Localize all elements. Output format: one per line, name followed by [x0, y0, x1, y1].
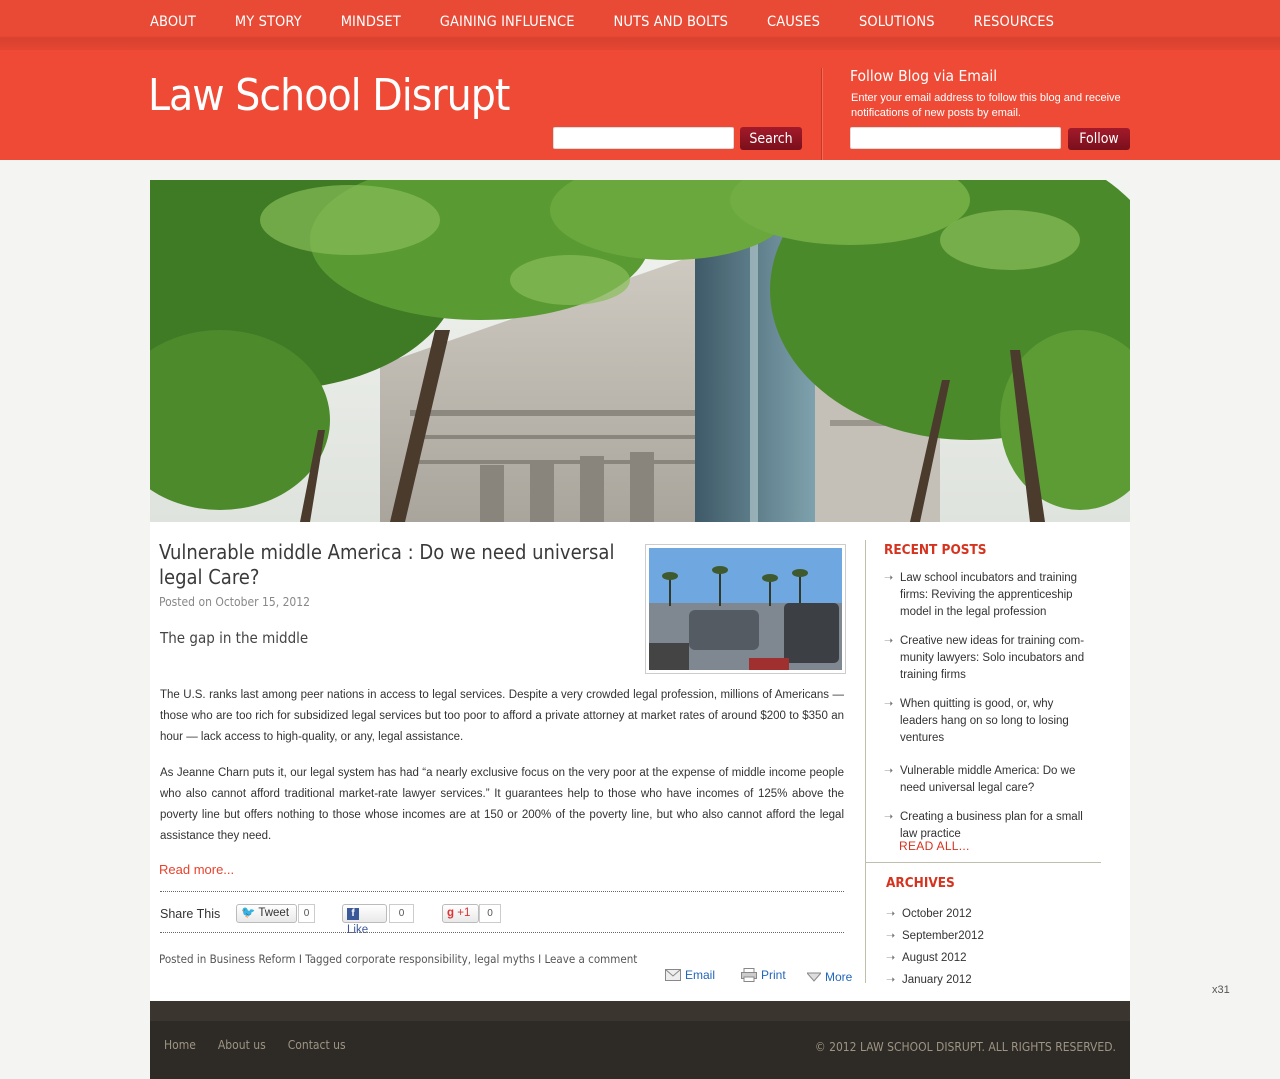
recent-post-link[interactable]: Creative new ideas for training com-munity lawyers: Solo incubators and training firms [900, 635, 1085, 681]
traffic-photo-illustration [649, 548, 842, 670]
divider-dotted [160, 891, 844, 892]
tweet-count: 0 [298, 904, 315, 923]
site-header [0, 50, 1280, 160]
sidebar-rule [866, 862, 1101, 863]
archive-link[interactable]: September2012 [902, 930, 984, 942]
footer-about-link[interactable]: About us [217, 1038, 266, 1052]
arrow-icon: ➝ [884, 765, 894, 777]
header-divider [821, 68, 822, 160]
recent-post-item[interactable] [884, 570, 1094, 621]
footer-nav [164, 1038, 346, 1052]
hero-image [150, 180, 1130, 522]
follow-email-input[interactable] [850, 127, 1061, 149]
follow-description: Enter your email address to follow this blog and receive notifications of new posts by email. [851, 92, 1121, 119]
tag-link[interactable]: legal myths [474, 952, 535, 966]
tagged-label: Tagged [305, 952, 343, 966]
counter-badge: x31 [1212, 984, 1230, 996]
recent-posts-list [884, 570, 1094, 855]
sidebar-divider [865, 540, 866, 983]
like-label: Like [347, 924, 369, 936]
arrow-icon: ➝ [886, 974, 896, 986]
archive-item[interactable] [886, 947, 984, 969]
read-all-link[interactable]: READ ALL... [899, 839, 970, 853]
recent-post-link[interactable]: Creating a business plan for a small law practice [900, 811, 1083, 840]
more-share-link[interactable] [807, 970, 852, 984]
arrow-icon: ➝ [886, 930, 896, 942]
nav-solutions[interactable]: SOLUTIONS [859, 14, 935, 30]
chevron-down-icon [807, 972, 821, 982]
recent-posts-heading: RECENT POSTS [884, 542, 987, 558]
recent-post-item[interactable] [884, 763, 1094, 797]
main-nav [150, 0, 1093, 44]
archive-item[interactable] [886, 903, 984, 925]
google-plus-icon: g [447, 907, 455, 919]
archives-heading: ARCHIVES [886, 875, 955, 891]
nav-resources[interactable]: RESOURCES [973, 14, 1054, 30]
arrow-icon: ➝ [886, 908, 896, 920]
envelope-icon [665, 969, 681, 981]
archive-item[interactable] [886, 925, 984, 947]
facebook-icon: f [347, 908, 359, 920]
footer-home-link[interactable]: Home [164, 1038, 196, 1052]
leave-comment-link[interactable]: Leave a comment [544, 952, 638, 966]
archives-list [886, 903, 984, 991]
arrow-icon: ➝ [886, 952, 896, 964]
divider-dotted [160, 932, 844, 933]
content-area [150, 522, 1130, 1001]
follow-title: Follow Blog via Email [850, 67, 998, 85]
recent-post-item[interactable] [884, 809, 1094, 843]
plusone-label: +1 [457, 907, 471, 919]
post-thumbnail[interactable] [645, 544, 846, 674]
meta-separator: I [298, 952, 302, 966]
twitter-icon: 🐦 [241, 907, 256, 919]
email-label: Email [685, 968, 716, 982]
recent-post-link[interactable]: Vulnerable middle America: Do we need universal legal care? [900, 765, 1076, 794]
archive-link[interactable]: August 2012 [902, 952, 967, 964]
print-label: Print [761, 968, 786, 982]
archive-link[interactable]: October 2012 [902, 908, 972, 920]
tag-separator: , [467, 952, 472, 966]
footer-contact-link[interactable]: Contact us [287, 1038, 346, 1052]
read-more-link[interactable]: Read more... [159, 862, 235, 877]
posted-in-label: Posted in [159, 952, 207, 966]
search-button[interactable]: Search [740, 127, 802, 150]
arrow-icon: ➝ [884, 635, 894, 647]
like-button[interactable] [342, 904, 387, 936]
tweet-button[interactable] [236, 904, 297, 923]
print-link[interactable] [741, 968, 786, 982]
post-paragraph-1: The U.S. ranks last among peer nations in access to legal services. Despite a very crowded legal profession, millions of Americans — those who are too rich for subsidized legal services but too poor to afford a private attorney at market rates of around $200 to $350 an hour — lack access to high-quality, or any, legal assistance. [160, 689, 844, 743]
arrow-icon: ➝ [884, 698, 894, 710]
nav-about[interactable]: ABOUT [150, 14, 196, 30]
like-count: 0 [389, 904, 414, 923]
nav-causes[interactable]: CAUSES [767, 14, 820, 30]
site-title[interactable]: Law School Disrupt [148, 70, 510, 121]
more-label: More [825, 970, 853, 984]
meta-separator: I [538, 952, 542, 966]
post-meta [159, 952, 637, 966]
nav-gaining-influence[interactable]: GAINING INFLUENCE [439, 14, 575, 30]
nav-my-story[interactable]: MY STORY [234, 14, 302, 30]
recent-post-link[interactable]: Law school incubators and training firms: Reviving the apprenticeship model in the legal profession [900, 572, 1078, 618]
search-input[interactable] [553, 127, 734, 149]
hero-photo-illustration [150, 180, 1130, 522]
share-label: Share This [160, 907, 221, 921]
copyright: © 2012 LAW SCHOOL DISRUPT. ALL RIGHTS RESERVED. [814, 1040, 1116, 1054]
archive-link[interactable]: January 2012 [902, 974, 972, 986]
plusone-count: 0 [479, 904, 501, 923]
archive-item[interactable] [886, 969, 984, 991]
recent-post-item[interactable] [884, 633, 1094, 684]
plusone-button[interactable] [442, 904, 479, 923]
recent-post-item[interactable] [884, 696, 1094, 747]
category-link[interactable]: Business Reform [209, 952, 296, 966]
top-nav-bar [0, 0, 1280, 50]
printer-icon [741, 968, 757, 982]
tweet-label: Tweet [258, 907, 290, 919]
nav-nuts-and-bolts[interactable]: NUTS AND BOLTS [613, 14, 728, 30]
arrow-icon: ➝ [884, 572, 894, 584]
site-footer [150, 1001, 1130, 1079]
recent-post-link[interactable]: When quitting is good, or, why leaders hang on so long to losing ventures [900, 698, 1069, 744]
post-title[interactable]: Vulnerable middle America : Do we need universal legal Care? [159, 540, 615, 589]
email-share-link[interactable] [665, 968, 715, 982]
tag-link[interactable]: corporate responsibility [345, 952, 468, 966]
post-paragraph-2: As Jeanne Charn puts it, our legal system has had “a nearly exclusive focus on the very poor at the expense of middle income people who also cannot afford traditional market-rate lawyer services.” It guarantees help to those who have incomes of 125% above the poverty line but offers nothing to those whose incomes are at 150 or 200% of the poverty line, but who also cannot afford the legal assistance they need. [160, 767, 844, 842]
arrow-icon: ➝ [884, 811, 894, 823]
follow-button[interactable]: Follow [1068, 128, 1130, 150]
post-date: Posted on October 15, 2012 [159, 595, 311, 609]
post-subtitle: The gap in the middle [160, 629, 309, 647]
nav-mindset[interactable]: MINDSET [340, 14, 401, 30]
